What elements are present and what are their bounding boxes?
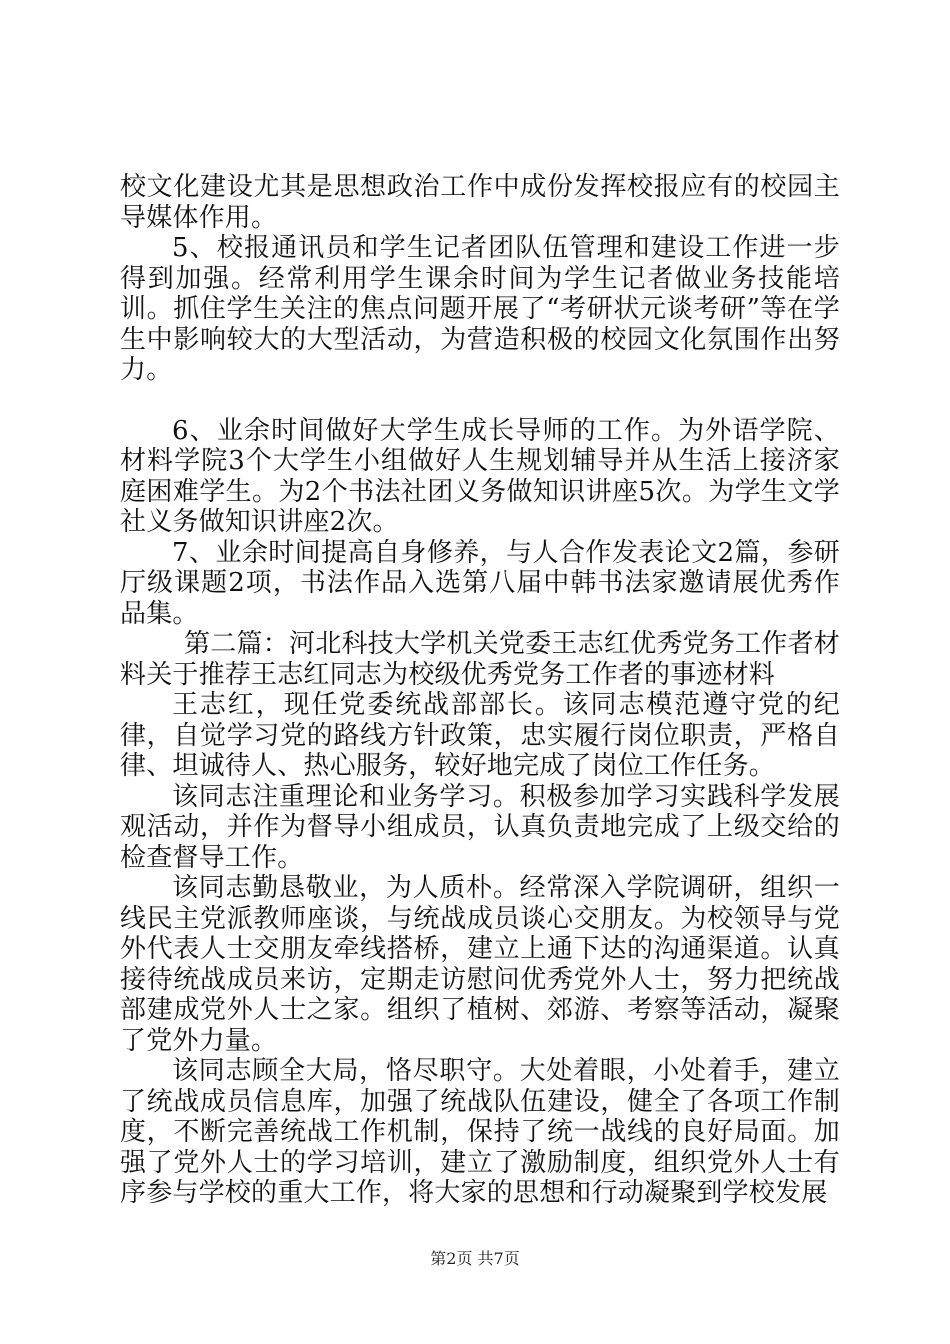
- paragraph-overall: 该同志顾全大局，恪尽职守。大处着眼，小处着手，建立了统战成员信息库，加强了统战队伍建设，健全了各项工作制度，不断完善统战工作机制，保持了统一战线的良好局面。加强了党外人士的学习培训，建立了激励制度，组织党外人士有序参与学校的重大工作，将大家的思想和行动凝聚到学校发展: [120, 1056, 840, 1208]
- paragraph-item-6: 6、业余时间做好大学生成长导师的工作。为外语学院、材料学院3个大学生小组做好人生规划辅导并从生活上接济家庭困难学生。为2个书法社团义务做知识讲座5次。为学生文学社义务做知识讲座2次。: [120, 415, 840, 537]
- paragraph-intro: 王志红，现任党委统战部部长。该同志模范遵守党的纪律，自觉学习党的路线方针政策，忠实履行岗位职责，严格自律、坦诚待人、热心服务，较好地完成了岗位工作任务。: [120, 690, 840, 781]
- section-title: 第二篇：河北科技大学机关党委王志红优秀党务工作者材料关于推荐王志红同志为校级优秀党务工作者的事迹材料: [120, 629, 840, 690]
- paragraph-dedication: 该同志勤恳敬业，为人质朴。经常深入学院调研，组织一线民主党派教师座谈，与统战成员谈心交朋友。为校领导与党外代表人士交朋友牵线搭桥，建立上通下达的沟通渠道。认真接待统战成员来访，定期走访慰问优秀党外人士，努力把统战部建成党外人士之家。组织了植树、郊游、考察等活动，凝聚了党外力量。: [120, 873, 840, 1056]
- page-number: 第2页 共7页: [430, 1249, 520, 1268]
- paragraph-item-7: 7、业余时间提高自身修养，与人合作发表论文2篇，参研厅级课题2项，书法作品入选第八届中韩书法家邀请展优秀作品集。: [120, 537, 840, 629]
- paragraph-continuation: 校文化建设尤其是思想政治工作中成份发挥校报应有的校园主导媒体作用。: [120, 172, 840, 233]
- paragraph-item-5: 5、校报通讯员和学生记者团队伍管理和建设工作进一步得到加强。经常利用学生课余时间为学生记者做业务技能培训。抓住学生关注的焦点问题开展了“考研状元谈考研”等在学生中影响较大的大型活动，为营造积极的校园文化氛围作出努力。: [120, 233, 840, 385]
- document-body: [120, 172, 840, 1209]
- paragraph-study: 该同志注重理论和业务学习。积极参加学习实践科学发展观活动，并作为督导小组成员，认真负责地完成了上级交给的检查督导工作。: [120, 781, 840, 873]
